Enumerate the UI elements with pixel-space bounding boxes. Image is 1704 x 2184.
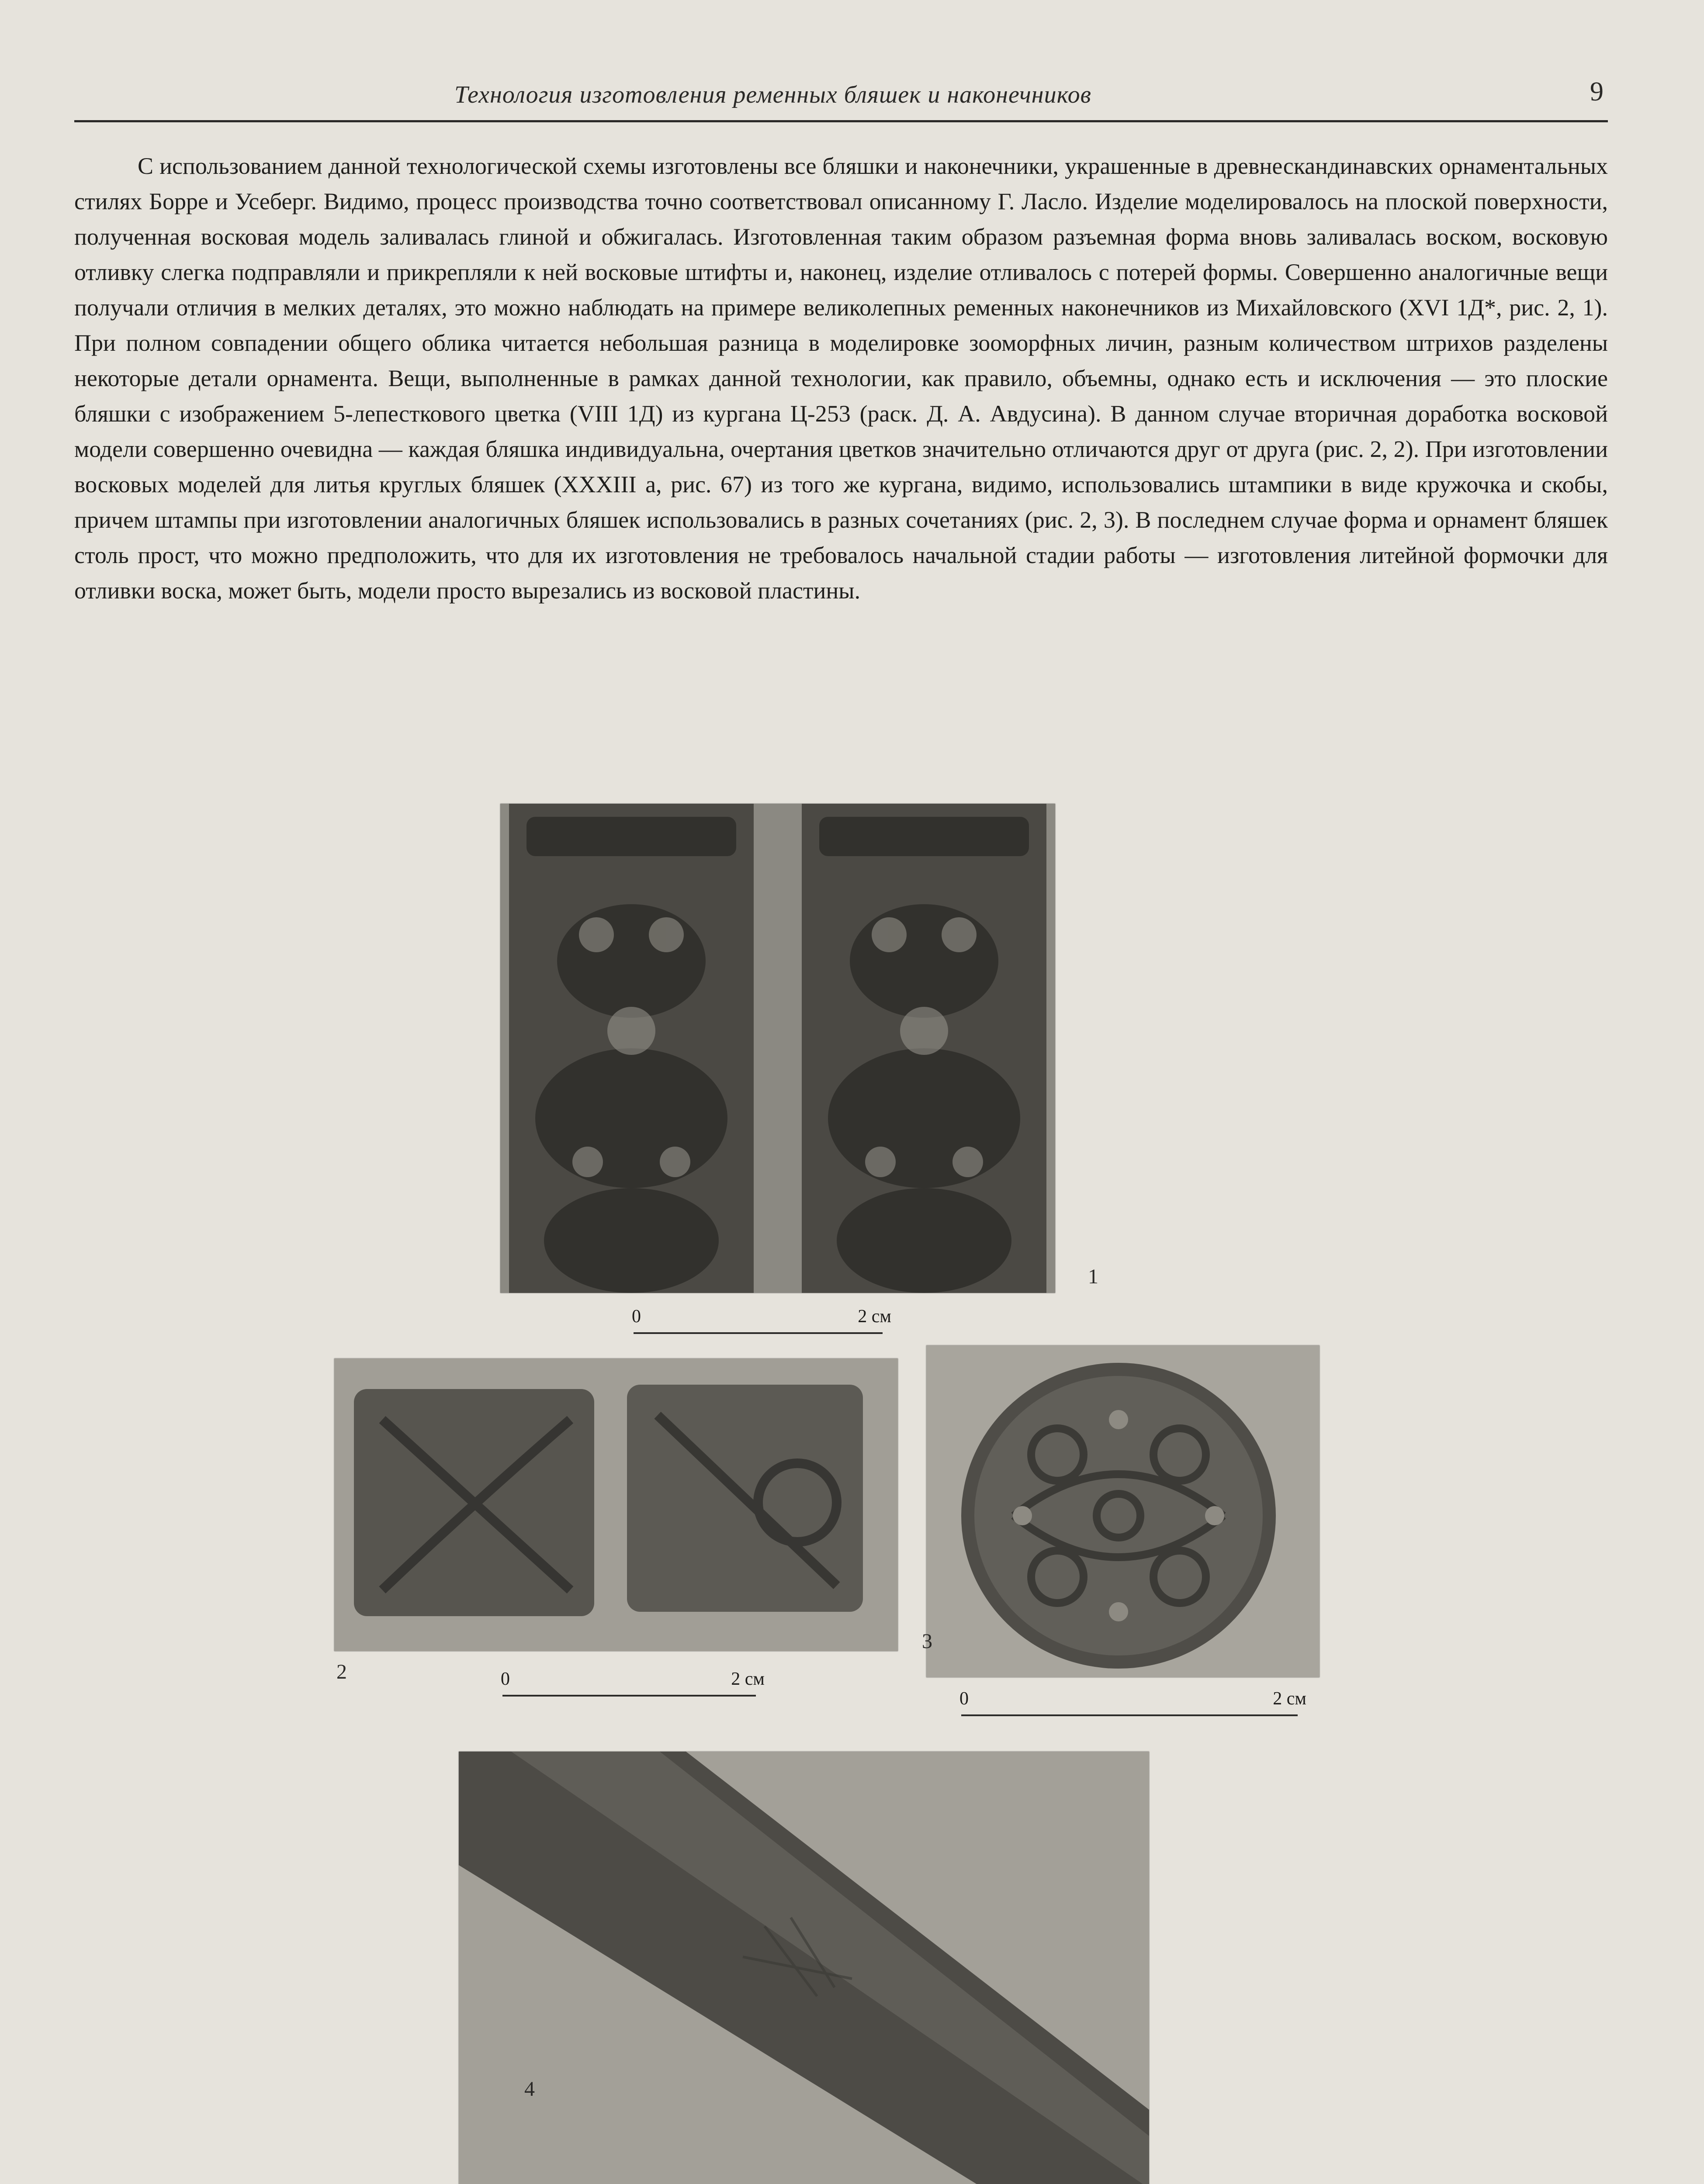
figure-3-number: 3 (922, 1630, 932, 1653)
round-plaque-image (926, 1345, 1320, 1677)
scale-end-label: 2 см (858, 1306, 891, 1327)
scale-start-label: 0 (959, 1689, 969, 1709)
figure-1-scale-bar (632, 1306, 891, 1337)
strap-fragment-image (459, 1752, 1149, 2184)
figure-2-photo (334, 1358, 898, 1651)
scale-bar-line (961, 1714, 1298, 1716)
body-paragraph: С использованием данной технологической схемы изготовлены все бляшки и наконечники, украшенные в древнескандинавских орнаментальных стилях Борре и Усеберг. Видимо, процесс производства точно соответствовал описанному Г. Ласло. Изделие моделировалось на плоской поверхности, полученная восковая модель заливалась глиной и обжигалась. Изготовленная таким образом разъемная форма вновь заливалась воском, восковую отливку слегка подправляли и прикрепляли к ней восковые штифты и, наконец, изделие отливалось с потерей формы. Совершенно аналогичные вещи получали отличия в мелких деталях, это можно наблюдать на примере великолепных ременных наконечников из Михайловского (XVI 1Д*, рис. 2, 1). При полном совпадении общего облика читается небольшая разница в моделировке зооморфных личин, разным количеством штрихов разделены некоторые детали орнамента. Вещи, выполненные в рамках данной технологии, как правило, объемны, однако есть и исключения — это плоские бляшки с изображением 5-лепесткового цветка (VIII 1Д) из кургана Ц-253 (раск. Д. А. Авдусина). В данном случае вторичная доработка восковой модели совершенно очевидна — каждая бляшка индивидуальна, очертания цветков значительно отличаются друг от друга (рис. 2, 2). При изготовлении восковых моделей для литья круглых бляшек (XXXIII а, рис. 67) из того же кургана, видимо, использовались штампики в виде кружочка и скобы, причем штампы при изготовлении аналогичных бляшек использовались в разных сочетаниях (рис. 2, 3). В последнем случае форма и орнамент бляшек столь прост, что можно предположить, что для их изготовления не требовалось начальной стадии работы — изготовления литейной формочки для отливки воска, может быть, модели просто вырезались из восковой пластины. (74, 153, 1608, 604)
scale-start-label: 0 (632, 1306, 641, 1327)
figure-3-photo (926, 1345, 1320, 1677)
figure-3-scale-bar (959, 1688, 1306, 1719)
belt-tips-image (500, 804, 1055, 1293)
scale-bar-line (502, 1695, 756, 1697)
figure-2-number: 2 (336, 1660, 347, 1683)
scale-end-label: 2 см (1273, 1689, 1306, 1709)
figure-1-number: 1 (1088, 1265, 1098, 1288)
square-plaques-image (334, 1358, 898, 1651)
scale-start-label: 0 (501, 1669, 510, 1689)
running-title: Технология изготовления ременных бляшек и наконечников (454, 81, 1091, 108)
running-header (74, 76, 1608, 122)
scale-end-label: 2 см (731, 1669, 765, 1689)
figure-4-number: 4 (524, 2077, 535, 2101)
figure-2-scale-bar (501, 1669, 765, 1699)
page-number: 9 (1590, 77, 1604, 107)
scale-bar-line (634, 1332, 883, 1334)
figure-4-photo (459, 1752, 1149, 2184)
figure-1-photo (500, 804, 1055, 1293)
